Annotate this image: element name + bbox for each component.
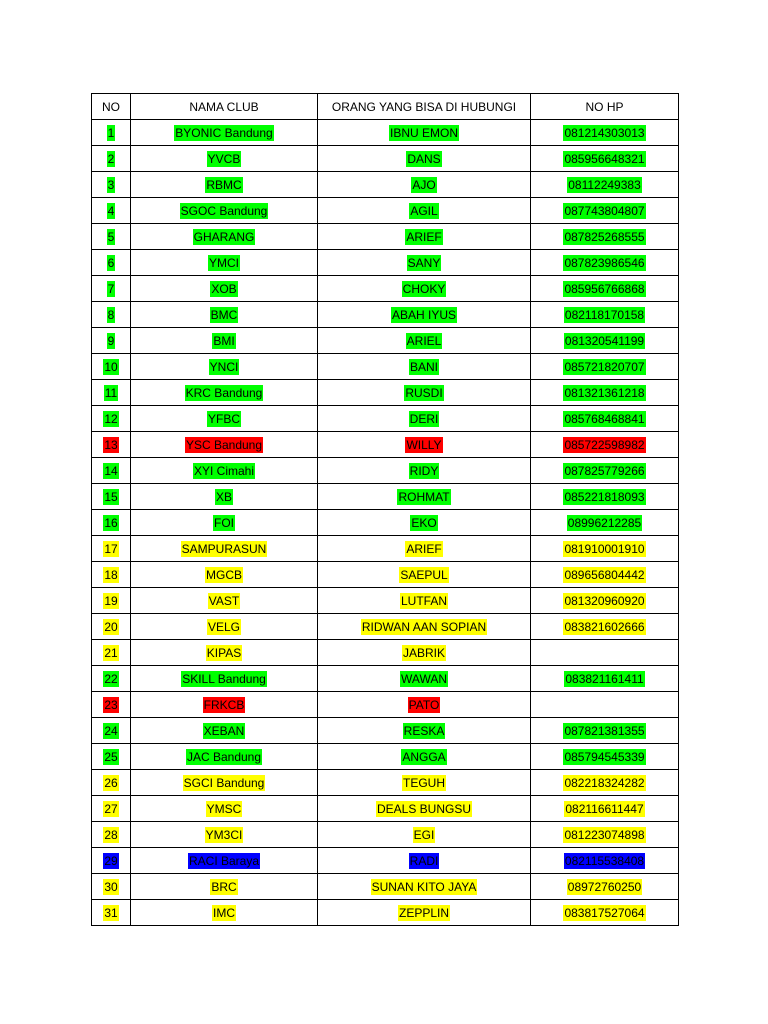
- phone-number: 085221818093: [564, 489, 645, 504]
- table-row: [92, 588, 679, 614]
- table-row: [92, 484, 679, 510]
- row-number-cell: [92, 666, 131, 692]
- table-row: [92, 406, 679, 432]
- contact-person: AJO: [412, 177, 436, 192]
- club-name-cell: [131, 640, 318, 666]
- phone-number-cell: [531, 198, 679, 224]
- club-name-cell: [131, 692, 318, 718]
- contact-person-cell: [318, 120, 531, 146]
- club-name: YMCI: [209, 255, 239, 270]
- header-contact-person: ORANG YANG BISA DI HUBUNGI: [318, 94, 531, 120]
- row-number: 26: [104, 775, 118, 790]
- club-name: XB: [215, 489, 232, 504]
- club-name-cell: [131, 250, 318, 276]
- row-number-cell: [92, 224, 131, 250]
- row-number-cell: [92, 484, 131, 510]
- contact-person: RADI: [409, 853, 439, 868]
- phone-number-cell: [531, 692, 679, 718]
- row-number-cell: [92, 900, 131, 926]
- row-number: 12: [104, 411, 118, 426]
- row-number-cell: [92, 120, 131, 146]
- table-body: [92, 120, 679, 926]
- contact-person: DANS: [407, 151, 441, 166]
- club-name-cell: [131, 224, 318, 250]
- row-number-cell: [92, 822, 131, 848]
- row-number: 19: [104, 593, 118, 608]
- contact-person-cell: [318, 614, 531, 640]
- contact-person-cell: [318, 458, 531, 484]
- contact-person-cell: [318, 302, 531, 328]
- phone-number-cell: [531, 770, 679, 796]
- row-number: 15: [104, 489, 118, 504]
- table-row: [92, 536, 679, 562]
- club-name: BMC: [210, 307, 238, 322]
- club-name-cell: [131, 822, 318, 848]
- contact-person: ROHMAT: [398, 489, 450, 504]
- phone-number: 08972760250: [567, 879, 642, 894]
- row-number-cell: [92, 614, 131, 640]
- row-number-cell: [92, 406, 131, 432]
- table-row: [92, 640, 679, 666]
- table-row: [92, 744, 679, 770]
- phone-number: 082118170158: [564, 307, 645, 322]
- table-row: [92, 848, 679, 874]
- table-header-row: [92, 94, 679, 120]
- club-name: KRC Bandung: [185, 385, 263, 400]
- contact-person: RIDY: [409, 463, 439, 478]
- row-number-cell: [92, 640, 131, 666]
- club-name-cell: [131, 146, 318, 172]
- contact-person-cell: [318, 536, 531, 562]
- table-row: [92, 874, 679, 900]
- contact-person: CHOKY: [402, 281, 446, 296]
- phone-number-cell: [531, 666, 679, 692]
- contact-person-cell: [318, 744, 531, 770]
- club-name: YSC Bandung: [185, 437, 263, 452]
- phone-number-cell: [531, 406, 679, 432]
- club-name: YNCI: [209, 359, 239, 374]
- contact-person: AGIL: [410, 203, 438, 218]
- table-row: [92, 146, 679, 172]
- contact-person-cell: [318, 146, 531, 172]
- contact-person-cell: [318, 562, 531, 588]
- club-name-cell: [131, 432, 318, 458]
- phone-number-cell: [531, 224, 679, 250]
- contact-person: SAEPUL: [400, 567, 448, 582]
- row-number: 10: [104, 359, 118, 374]
- phone-number-cell: [531, 328, 679, 354]
- phone-number-cell: [531, 250, 679, 276]
- phone-number-cell: [531, 640, 679, 666]
- phone-number-cell: [531, 900, 679, 926]
- table-row: [92, 432, 679, 458]
- table-row: [92, 614, 679, 640]
- club-name: SGOC Bandung: [180, 203, 268, 218]
- phone-number-cell: [531, 510, 679, 536]
- club-name-cell: [131, 614, 318, 640]
- phone-number: 085794545339: [564, 749, 645, 764]
- club-contact-table: [91, 93, 679, 926]
- contact-person: RUSDI: [405, 385, 443, 400]
- table-row: [92, 796, 679, 822]
- row-number-cell: [92, 380, 131, 406]
- club-name: YM3CI: [205, 827, 243, 842]
- club-name: RBMC: [206, 177, 242, 192]
- phone-number: 085722598982: [564, 437, 645, 452]
- contact-person-cell: [318, 692, 531, 718]
- contact-person: ARIEF: [406, 541, 442, 556]
- table-row: [92, 328, 679, 354]
- contact-person-cell: [318, 666, 531, 692]
- contact-person: SUNAN KITO JAYA: [371, 879, 477, 894]
- contact-person-cell: [318, 380, 531, 406]
- row-number-cell: [92, 588, 131, 614]
- row-number-cell: [92, 172, 131, 198]
- club-name-cell: [131, 302, 318, 328]
- phone-number-cell: [531, 562, 679, 588]
- phone-number: 087825268555: [564, 229, 645, 244]
- row-number: 22: [104, 671, 118, 686]
- row-number-cell: [92, 536, 131, 562]
- contact-person-cell: [318, 822, 531, 848]
- club-name: MGCB: [206, 567, 242, 582]
- row-number-cell: [92, 250, 131, 276]
- table-row: [92, 172, 679, 198]
- row-number: 4: [107, 203, 115, 218]
- row-number: 5: [107, 229, 115, 244]
- table-row: [92, 692, 679, 718]
- phone-number: 083821602666: [564, 619, 645, 634]
- contact-person-cell: [318, 770, 531, 796]
- row-number-cell: [92, 874, 131, 900]
- club-name: BRC: [211, 879, 237, 894]
- row-number: 30: [104, 879, 118, 894]
- contact-person: IBNU EMON: [389, 125, 458, 140]
- club-name: VAST: [208, 593, 240, 608]
- header-club-name: NAMA CLUB: [131, 94, 318, 120]
- table-row: [92, 510, 679, 536]
- contact-person: WILLY: [406, 437, 442, 452]
- phone-number: 087821381355: [564, 723, 645, 738]
- phone-number-cell: [531, 822, 679, 848]
- contact-person: ZEPPLIN: [398, 905, 449, 920]
- club-name: BYONIC Bandung: [175, 125, 273, 140]
- table-row: [92, 276, 679, 302]
- phone-number: 085768468841: [564, 411, 645, 426]
- row-number-cell: [92, 510, 131, 536]
- header-no: NO: [92, 94, 131, 120]
- row-number-cell: [92, 302, 131, 328]
- club-name-cell: [131, 458, 318, 484]
- row-number: 11: [104, 385, 118, 400]
- club-name: KIPAS: [206, 645, 242, 660]
- row-number: 31: [104, 905, 118, 920]
- phone-number-cell: [531, 588, 679, 614]
- contact-person: ABAH IYUS: [391, 307, 457, 322]
- club-name-cell: [131, 900, 318, 926]
- club-name: YFBC: [207, 411, 240, 426]
- row-number: 9: [107, 333, 115, 348]
- row-number: 1: [107, 125, 115, 140]
- club-name-cell: [131, 120, 318, 146]
- row-number: 7: [107, 281, 115, 296]
- phone-number-cell: [531, 120, 679, 146]
- phone-number-cell: [531, 354, 679, 380]
- club-name: FRKCB: [203, 697, 245, 712]
- club-name-cell: [131, 718, 318, 744]
- phone-number-cell: [531, 172, 679, 198]
- table-row: [92, 770, 679, 796]
- contact-person-cell: [318, 484, 531, 510]
- phone-number: 082115538408: [564, 853, 645, 868]
- row-number-cell: [92, 692, 131, 718]
- club-name-cell: [131, 172, 318, 198]
- row-number-cell: [92, 198, 131, 224]
- club-name: YMSC: [206, 801, 242, 816]
- row-number: 29: [104, 853, 118, 868]
- club-name: YVCB: [207, 151, 241, 166]
- phone-number-cell: [531, 484, 679, 510]
- phone-number-cell: [531, 536, 679, 562]
- table-row: [92, 198, 679, 224]
- phone-number: 081321361218: [564, 385, 645, 400]
- phone-number-cell: [531, 718, 679, 744]
- contact-person-cell: [318, 510, 531, 536]
- club-name-cell: [131, 666, 318, 692]
- club-name-cell: [131, 874, 318, 900]
- club-name: FOI: [214, 515, 234, 530]
- club-name: RACI Baraya: [188, 853, 260, 868]
- row-number: 13: [104, 437, 118, 452]
- row-number: 25: [104, 749, 118, 764]
- contact-person: EKO: [411, 515, 437, 530]
- table-row: [92, 120, 679, 146]
- row-number: 2: [107, 151, 115, 166]
- club-name: XOB: [211, 281, 237, 296]
- club-name-cell: [131, 198, 318, 224]
- contact-person-cell: [318, 354, 531, 380]
- table-row: [92, 380, 679, 406]
- row-number-cell: [92, 146, 131, 172]
- row-number: 23: [104, 697, 118, 712]
- phone-number: 085956648321: [564, 151, 645, 166]
- table-row: [92, 718, 679, 744]
- contact-person-cell: [318, 250, 531, 276]
- contact-person-cell: [318, 874, 531, 900]
- contact-person-cell: [318, 900, 531, 926]
- contact-person: SANY: [407, 255, 441, 270]
- row-number: 14: [104, 463, 118, 478]
- row-number-cell: [92, 718, 131, 744]
- contact-person-cell: [318, 718, 531, 744]
- club-name: IMC: [213, 905, 235, 920]
- club-name: JAC Bandung: [186, 749, 262, 764]
- contact-person: RESKA: [403, 723, 445, 738]
- phone-number: 083817527064: [564, 905, 645, 920]
- club-name-cell: [131, 484, 318, 510]
- table-row: [92, 900, 679, 926]
- contact-person: JABRIK: [402, 645, 445, 660]
- phone-number-cell: [531, 796, 679, 822]
- phone-number: 082218324282: [564, 775, 645, 790]
- contact-person: TEGUH: [403, 775, 445, 790]
- phone-number: 087823986546: [564, 255, 645, 270]
- table-row: [92, 224, 679, 250]
- phone-number: 081214303013: [564, 125, 645, 140]
- table-row: [92, 562, 679, 588]
- row-number-cell: [92, 328, 131, 354]
- row-number: 27: [104, 801, 118, 816]
- contact-person-cell: [318, 848, 531, 874]
- club-name: SAMPURASUN: [181, 541, 267, 556]
- contact-person: ARIEF: [406, 229, 442, 244]
- row-number-cell: [92, 744, 131, 770]
- phone-number: 087825779266: [564, 463, 645, 478]
- club-name-cell: [131, 276, 318, 302]
- phone-number: 081320541199: [564, 333, 645, 348]
- club-name-cell: [131, 354, 318, 380]
- club-name-cell: [131, 380, 318, 406]
- club-name: BMI: [213, 333, 235, 348]
- row-number-cell: [92, 458, 131, 484]
- row-number: 21: [104, 645, 118, 660]
- club-name-cell: [131, 588, 318, 614]
- contact-person: PATO: [408, 697, 440, 712]
- club-name-cell: [131, 770, 318, 796]
- contact-person-cell: [318, 276, 531, 302]
- phone-number-cell: [531, 848, 679, 874]
- phone-number: 082116611447: [565, 801, 644, 816]
- phone-number: 089656804442: [564, 567, 645, 582]
- contact-person: DERI: [409, 411, 439, 426]
- contact-person: LUTFAN: [400, 593, 447, 608]
- row-number: 3: [107, 177, 115, 192]
- row-number-cell: [92, 354, 131, 380]
- contact-person: EGI: [413, 827, 435, 842]
- row-number-cell: [92, 796, 131, 822]
- phone-number: 087743804807: [564, 203, 645, 218]
- header-phone-number: NO HP: [531, 94, 679, 120]
- contact-person-cell: [318, 406, 531, 432]
- row-number-cell: [92, 276, 131, 302]
- table-row: [92, 458, 679, 484]
- row-number-cell: [92, 848, 131, 874]
- row-number: 8: [107, 307, 115, 322]
- row-number: 18: [104, 567, 118, 582]
- contact-person-cell: [318, 640, 531, 666]
- club-name: SKILL Bandung: [182, 671, 266, 686]
- phone-number: 083821161411: [565, 671, 644, 686]
- club-name-cell: [131, 562, 318, 588]
- contact-person: RIDWAN AAN SOPIAN: [361, 619, 487, 634]
- phone-number: 085956766868: [564, 281, 645, 296]
- club-name-cell: [131, 510, 318, 536]
- phone-number-cell: [531, 744, 679, 770]
- row-number-cell: [92, 432, 131, 458]
- row-number: 28: [104, 827, 118, 842]
- phone-number-cell: [531, 276, 679, 302]
- contact-person-cell: [318, 796, 531, 822]
- contact-person: ANGGA: [402, 749, 446, 764]
- contact-person-cell: [318, 432, 531, 458]
- club-name-cell: [131, 796, 318, 822]
- phone-number: 081223074898: [564, 827, 645, 842]
- phone-number-cell: [531, 458, 679, 484]
- contact-person: ARIEL: [406, 333, 442, 348]
- phone-number-cell: [531, 146, 679, 172]
- club-name-cell: [131, 744, 318, 770]
- table-row: [92, 302, 679, 328]
- row-number: 24: [104, 723, 118, 738]
- contact-person-cell: [318, 172, 531, 198]
- phone-number: 081320960920: [564, 593, 645, 608]
- club-name: VELG: [207, 619, 240, 634]
- row-number-cell: [92, 770, 131, 796]
- contact-person-cell: [318, 224, 531, 250]
- phone-number-cell: [531, 302, 679, 328]
- contact-person-cell: [318, 328, 531, 354]
- phone-number-cell: [531, 380, 679, 406]
- club-name-cell: [131, 406, 318, 432]
- club-name-cell: [131, 848, 318, 874]
- contact-person-cell: [318, 198, 531, 224]
- phone-number: 081910001910: [564, 541, 645, 556]
- club-name: GHARANG: [193, 229, 255, 244]
- club-name: XEBAN: [203, 723, 245, 738]
- club-name: XYI Cimahi: [193, 463, 255, 478]
- table-row: [92, 666, 679, 692]
- contact-person-cell: [318, 588, 531, 614]
- table-row: [92, 250, 679, 276]
- club-name-cell: [131, 536, 318, 562]
- phone-number: 08996212285: [567, 515, 642, 530]
- contact-person: BANI: [409, 359, 438, 374]
- row-number: 20: [104, 619, 118, 634]
- phone-number: 08112249383: [568, 177, 641, 192]
- phone-number-cell: [531, 432, 679, 458]
- table-row: [92, 822, 679, 848]
- row-number: 17: [104, 541, 118, 556]
- row-number: 6: [107, 255, 115, 270]
- phone-number: 085721820707: [564, 359, 645, 374]
- phone-number-cell: [531, 614, 679, 640]
- row-number: 16: [104, 515, 118, 530]
- table-row: [92, 354, 679, 380]
- contact-person: DEALS BUNGSU: [376, 801, 472, 816]
- contact-person: WAWAN: [401, 671, 447, 686]
- phone-number-cell: [531, 874, 679, 900]
- row-number-cell: [92, 562, 131, 588]
- club-name: SGCI Bandung: [183, 775, 265, 790]
- club-name-cell: [131, 328, 318, 354]
